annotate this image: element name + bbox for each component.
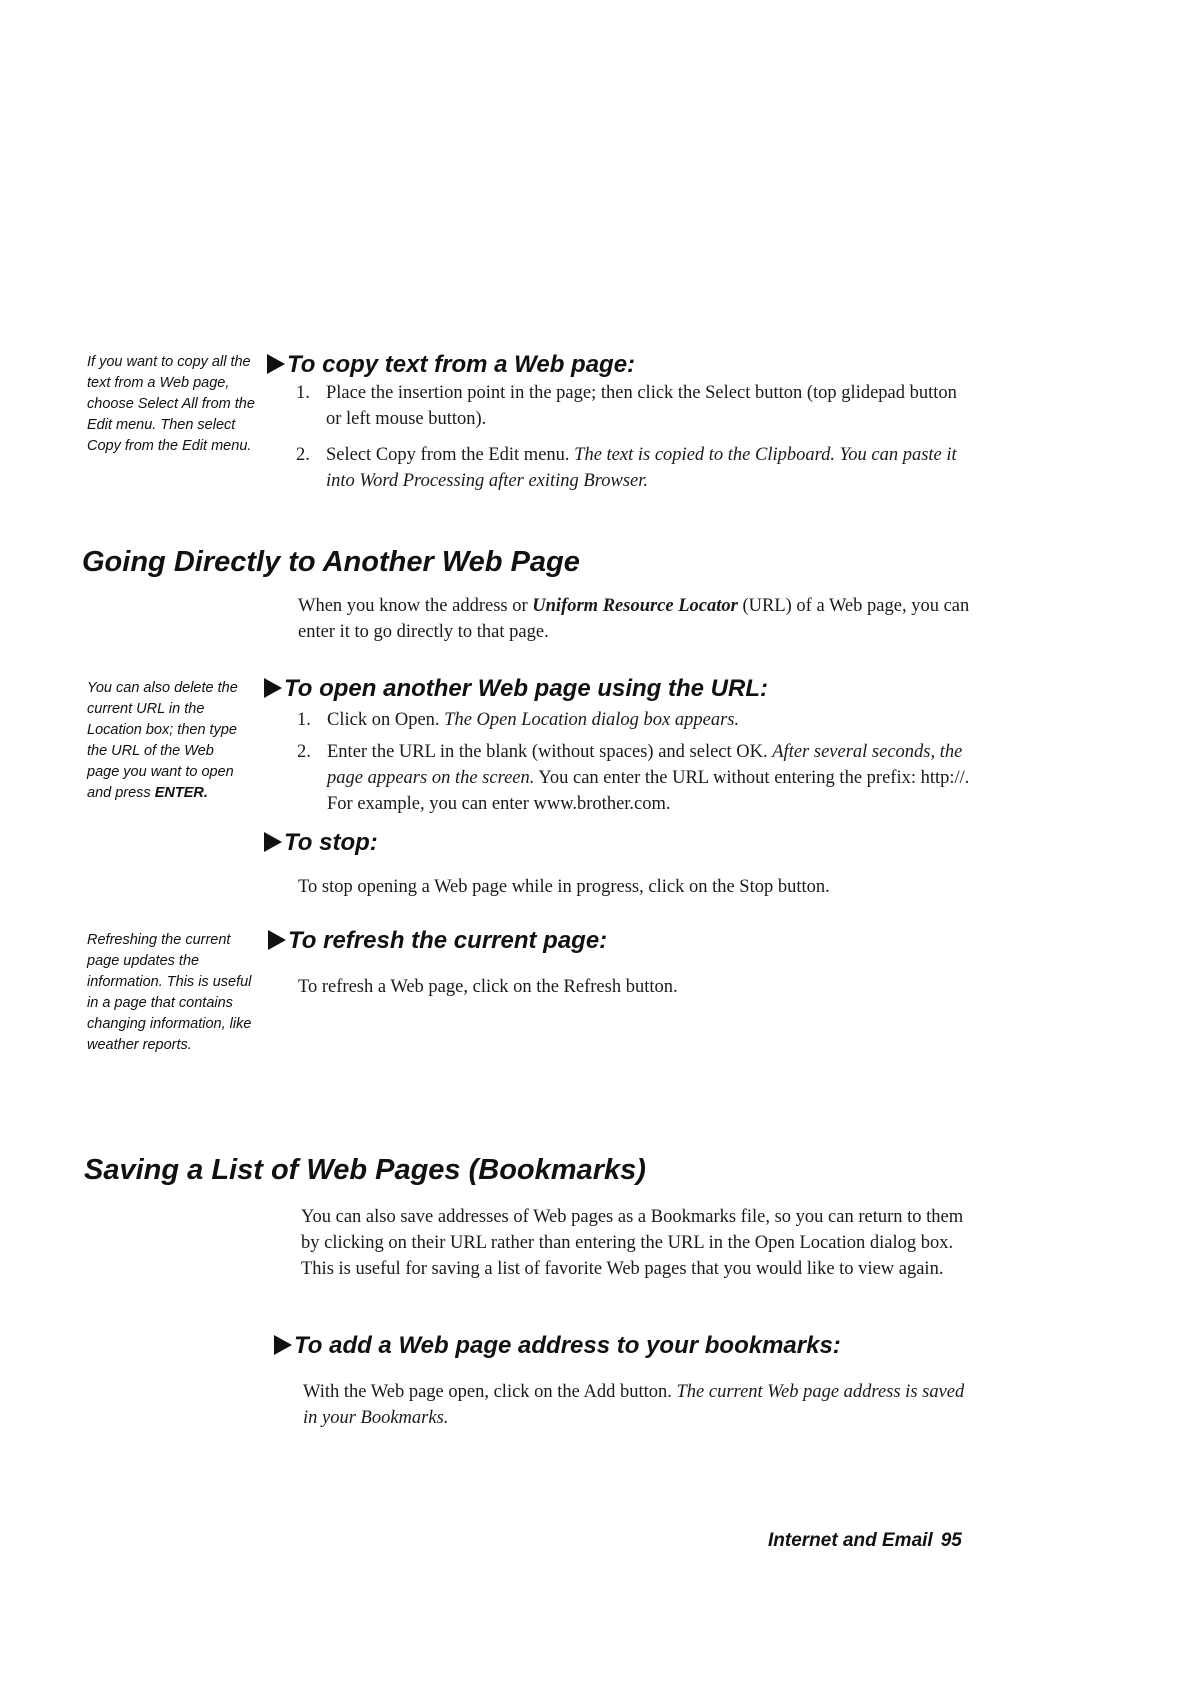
footer-label: Internet and Email [768, 1530, 933, 1551]
section-title-bookmarks: Saving a List of Web Pages (Bookmarks) [84, 1154, 646, 1186]
open-steps [297, 707, 987, 817]
stop-text: To stop opening a Web page while in progress, click on the Stop button. [298, 877, 830, 897]
step-italic-text: The text is copied to the Clipboard. You can paste it into Word Processing after exiting Browser. [326, 445, 957, 491]
step-text-after: You can enter the URL without entering the prefix: http://. For example, you can enter www.brother.com. [327, 768, 970, 814]
procedure-heading-add [274, 1331, 841, 1361]
procedure-heading-copy-text: To copy text from a Web page: [287, 351, 636, 378]
arrow-icon [274, 1335, 292, 1355]
step-text: Enter the URL in the blank (without spaces) and select OK. [327, 742, 773, 762]
margin-note-refresh: Refreshing the current page updates the information. This is useful in a page that contains changing information, like weather reports. [87, 932, 252, 1053]
step-number: 1. [296, 383, 310, 403]
procedure-heading-refresh-text: To refresh the current page: [288, 927, 608, 954]
add-italic-text: The current Web page address is saved in your Bookmarks. [303, 1382, 965, 1428]
copy-steps [296, 380, 976, 494]
step-number: 2. [296, 445, 310, 465]
procedure-heading-open-text: To open another Web page using the URL: [284, 675, 768, 702]
list-item [296, 380, 976, 432]
page-number: 95 [940, 1530, 962, 1551]
arrow-icon [267, 354, 285, 374]
procedure-heading-stop-text: To stop: [284, 829, 378, 856]
procedure-heading-open [264, 674, 768, 704]
procedure-heading-add-text: To add a Web page address to your bookmarks: [294, 1332, 841, 1359]
margin-note-copy: If you want to copy all the text from a Web page, choose Select All from the Edit menu. Then select Copy from the Edit menu. [87, 354, 255, 454]
bookmarks-intro: You can also save addresses of Web pages as a Bookmarks file, so you can return to them by clicking on their URL rather than entering the URL in the Open Location dialog box. This is useful for saving a list of favorite Web pages that you would like to view again. [301, 1207, 964, 1279]
list-item [297, 739, 987, 817]
procedure-heading-copy [267, 350, 635, 380]
refresh-text: To refresh a Web page, click on the Refresh button. [298, 977, 678, 997]
margin-note-url [87, 678, 247, 804]
note-bold: ENTER. [154, 785, 208, 801]
going-intro [298, 593, 988, 645]
procedure-heading-refresh [268, 926, 607, 956]
intro-text: When you know the address or [298, 596, 533, 616]
intro-text-after: (URL) of a Web page, you can enter it to go directly to that page. [298, 596, 970, 642]
arrow-icon [264, 678, 282, 698]
step-number: 2. [297, 742, 311, 762]
note-text: You can also delete the current URL in the Location box; then type the URL of the Web page you want to open and press [87, 680, 238, 801]
procedure-heading-stop [264, 828, 378, 858]
arrow-icon [264, 832, 282, 852]
list-item [296, 442, 976, 494]
step-number: 1. [297, 710, 311, 730]
step-italic-text: The Open Location dialog box appears. [444, 710, 740, 730]
step-text: Place the insertion point in the page; then click the Select button (top glidepad button or left mouse button). [326, 383, 957, 429]
list-item [297, 707, 987, 733]
step-text: Click on Open. [327, 710, 445, 730]
intro-term: Uniform Resource Locator [532, 596, 738, 616]
arrow-icon [268, 930, 286, 950]
step-text: Select Copy from the Edit menu. [326, 445, 575, 465]
add-text [303, 1379, 983, 1431]
section-title-going-directly: Going Directly to Another Web Page [82, 546, 580, 578]
step-italic-text: After several seconds, the page appears on the screen. [327, 742, 963, 788]
add-plain-text: With the Web page open, click on the Add button. [303, 1382, 677, 1402]
page-footer [768, 1530, 962, 1552]
